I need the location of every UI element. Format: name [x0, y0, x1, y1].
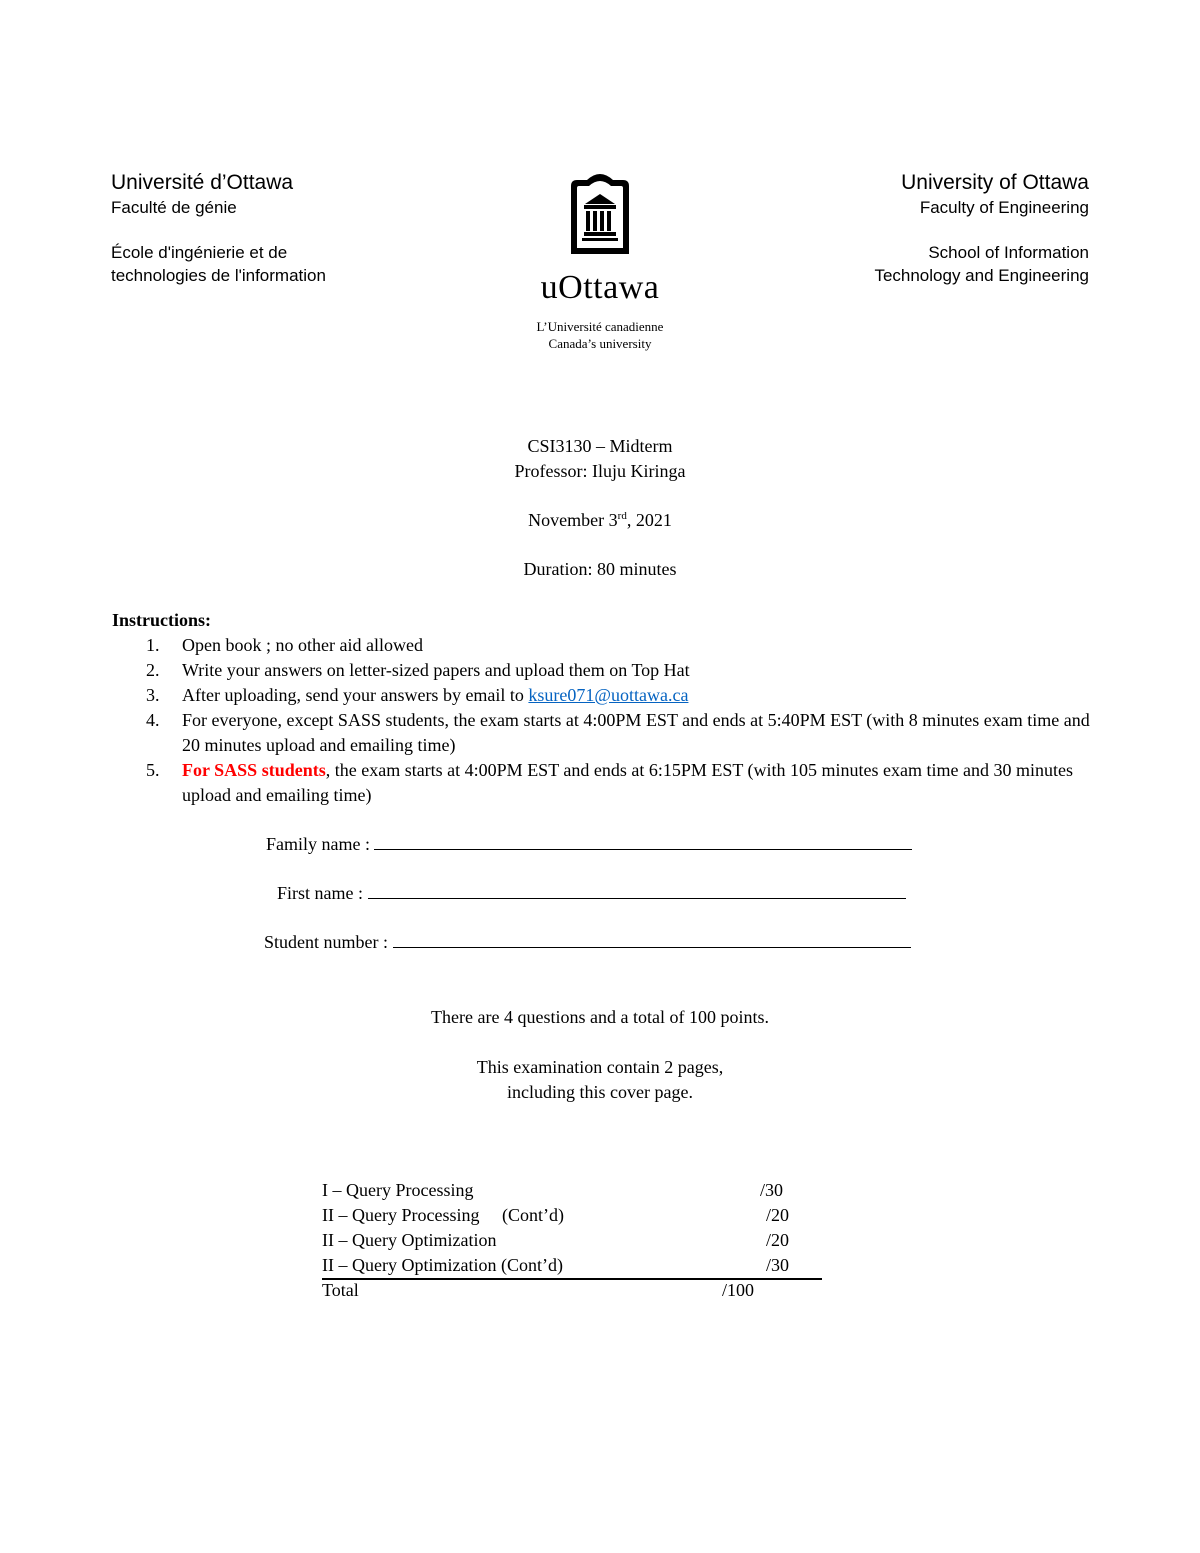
faculty-name-fr: Faculté de génie [111, 198, 237, 217]
table-row: I – Query Processing /30 [322, 1180, 784, 1200]
instructions-list [112, 633, 1102, 808]
header-right-block [874, 170, 1089, 287]
exam-summary [0, 1005, 1200, 1105]
professor-name: Professor: Iluju Kiringa [514, 461, 686, 481]
instructions-title: Instructions: [112, 610, 212, 630]
instructions-section [112, 608, 1102, 808]
instruction-item: 2. Write your answers on letter-sized papers and upload them on Top Hat [146, 660, 690, 680]
instruction-item: 1. Open book ; no other aid allowed [146, 635, 423, 655]
total-row [322, 1278, 822, 1303]
instruction-item: 5. For SASS students, the exam starts at 4:00PM EST and ends at 6:15PM EST (with 105 minutes exam time and 30 minutes upload and emailing time) [146, 760, 1073, 805]
table-row: II – Query Optimization (Cont’d) /30 [322, 1255, 790, 1275]
course-title: CSI3130 – Midterm [527, 436, 673, 456]
school-name-fr-line2: technologies de l'information [111, 266, 326, 285]
instruction-item: 4. For everyone, except SASS students, the exam starts at 4:00PM EST and ends at 5:40PM EST (with 8 minutes exam time and 20 minutes upload and emailing time) [146, 710, 1090, 755]
email-link[interactable]: ksure071@uottawa.ca [528, 685, 689, 705]
table-row: II – Query Processing (Cont’d) /20 [322, 1205, 790, 1225]
building-icon [565, 168, 635, 254]
score-table [322, 1178, 822, 1303]
table-row: II – Query Optimization /20 [322, 1230, 790, 1250]
faculty-name-en: Faculty of Engineering [919, 198, 1089, 217]
logo-tagline-en: Canada’s university [548, 336, 652, 351]
exam-date: November 3rd, 2021 [528, 510, 672, 530]
school-name-en-line1: School of Information [928, 243, 1089, 262]
family-name-field[interactable]: Family name : [266, 832, 912, 857]
university-name-en: University of Ottawa [901, 171, 1089, 194]
student-number-field[interactable]: Student number : [264, 930, 911, 955]
header-left-block [111, 170, 326, 287]
pages-summary-line1: This examination contain 2 pages, [476, 1057, 724, 1077]
pages-summary-line2: including this cover page. [507, 1082, 693, 1102]
first-name-field[interactable]: First name : [277, 881, 906, 906]
exam-duration: Duration: 80 minutes [523, 559, 677, 579]
total-label: Total [322, 1280, 359, 1300]
exam-title-block [0, 434, 1200, 582]
questions-summary: There are 4 questions and a total of 100 points. [431, 1007, 769, 1027]
sass-highlight: For SASS students [182, 760, 326, 780]
total-points: /100 [722, 1280, 755, 1300]
instruction-item: 3. After uploading, send your answers by email to ksure071@uottawa.ca [146, 685, 689, 705]
university-name-fr: Université d’Ottawa [111, 171, 294, 194]
university-logo [520, 168, 680, 352]
school-name-en-line2: Technology and Engineering [874, 266, 1089, 285]
logo-tagline-fr: L’Université canadienne [536, 319, 664, 334]
school-name-fr-line1: École d'ingénierie et de [111, 243, 288, 262]
logo-wordmark: uOttawa [540, 269, 660, 306]
